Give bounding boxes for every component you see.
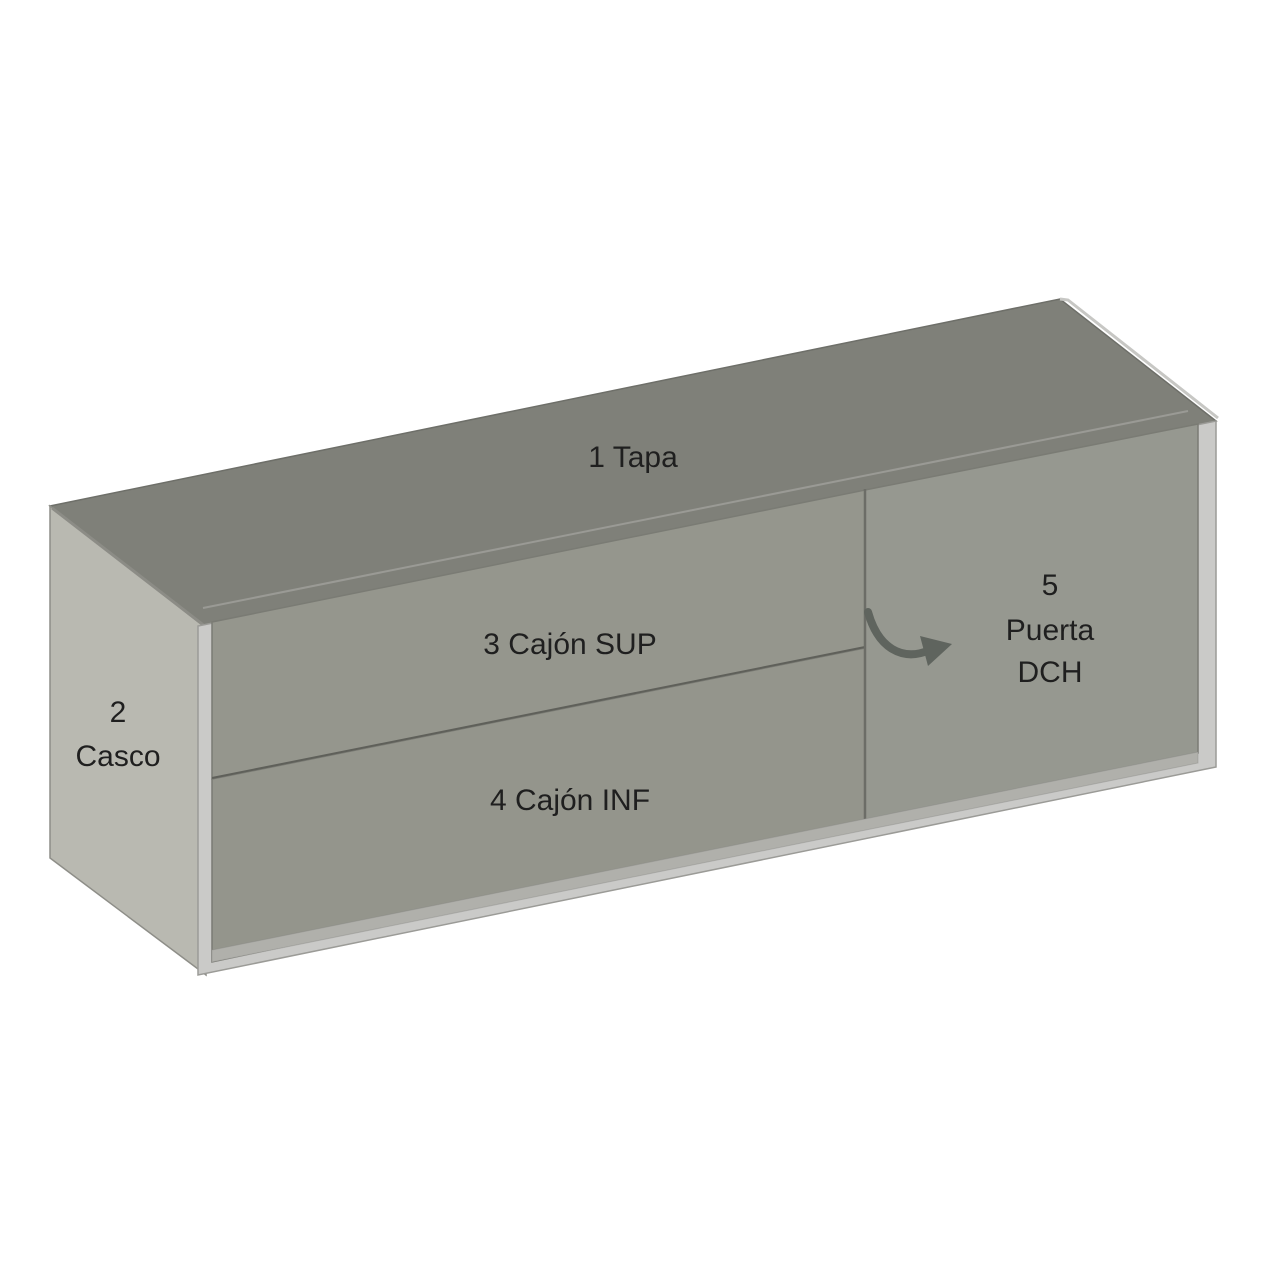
label-puerta-side: DCH xyxy=(1017,656,1083,689)
label-cajon-inf: 4 Cajón INF xyxy=(489,784,651,817)
label-cajon-sup: 3 Cajón SUP xyxy=(483,628,657,661)
label-puerta-name: Puerta xyxy=(1005,614,1095,647)
label-casco-number: 2 xyxy=(109,696,127,729)
label-puerta-number: 5 xyxy=(1041,569,1059,602)
label-tapa: 1 Tapa xyxy=(588,441,678,474)
label-casco-name: Casco xyxy=(75,740,161,773)
